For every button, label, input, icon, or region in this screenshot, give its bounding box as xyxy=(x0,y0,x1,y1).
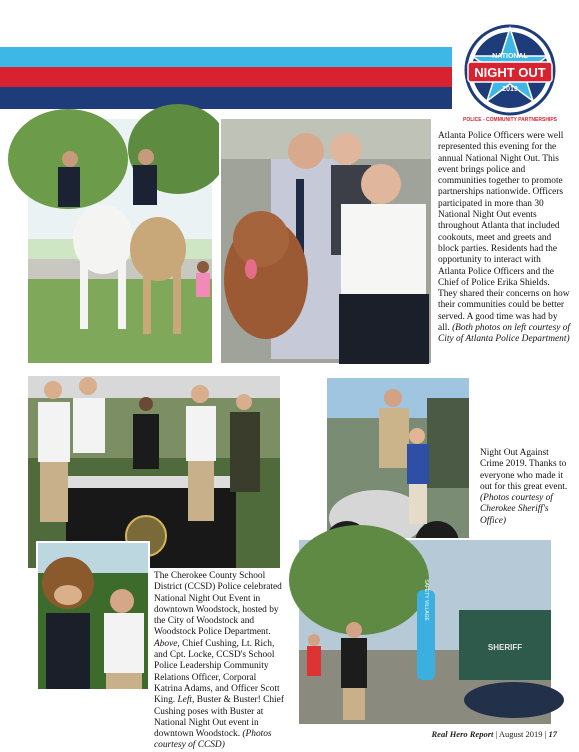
photo-chief-with-dog xyxy=(219,117,433,365)
logo-tagline: POLICE - COMMUNITY PARTNERSHIPS xyxy=(463,117,557,123)
footer-separator-2: | xyxy=(544,729,547,739)
caption-cherokee xyxy=(480,448,570,527)
caption-ccsd-credit: (Photos courtesy of CCSD) xyxy=(154,729,272,751)
truck-sheriff-text: SHERIFF xyxy=(487,643,523,652)
caption-ccsd-body-2: Chief Cushing, Lt. Rich, and Cpt. Locke, CCSD's School Police Leadership Community Relations Officer, Corporal Katrina Adams, and Officer Scott King. xyxy=(154,638,280,706)
caption-cherokee-body: Night Out Against Crime 2019. Thanks to everyone who made it out for this great event. xyxy=(480,448,568,492)
caption-cherokee-credit: (Photos courtesy of Cherokee Sheriff's Office) xyxy=(480,493,553,526)
header-stripe-blue xyxy=(0,47,452,67)
photo-mounted-officers xyxy=(26,117,214,365)
caption-ccsd-left: Left, xyxy=(177,695,195,706)
photo-sheriff-truck-scene xyxy=(297,538,553,726)
caption-atlanta xyxy=(438,131,570,346)
caption-ccsd-body-3: Buster & Buster! Chief Cushing poses with Buster at National Night Out event in downtown Woodstock. xyxy=(154,695,284,740)
footer-publication: Real Hero Report xyxy=(431,729,494,739)
footer-separator: | xyxy=(495,729,498,739)
photo-buster-mascot xyxy=(36,541,150,691)
caption-ccsd-body-1: The Cherokee County School District (CCSD) Police celebrated National Night Out Event in downtown Woodstock, hosted by the City of Woodstock and Woodstock Police Department. xyxy=(154,571,282,638)
page-footer xyxy=(432,729,557,739)
caption-atlanta-body: Atlanta Police Officers were well represented this evening for the annual National Night Out. This event brings police and communities together to promote partnerships nationwide. Officers participated in more than 30 National Night Out events throughout Atlanta that included cookouts, meet and greets and block parties. Residents had the opportunity to interact with Atlanta Police Officers and the Chief of Police Erika Shields. They shared their concerns on how their communities could be better served. A good time was had by all. xyxy=(438,131,570,334)
header-stripe-red xyxy=(0,67,452,87)
footer-date: August 2019 xyxy=(498,729,543,739)
logo-year: 2019 xyxy=(502,86,518,93)
caption-ccsd xyxy=(154,571,284,752)
logo-main-text: NIGHT OUT xyxy=(474,65,546,80)
caption-ccsd-above: Above, xyxy=(154,638,180,649)
header-stripe-navy xyxy=(0,87,452,109)
banner-text: SAFETY VILLAGE xyxy=(423,579,429,621)
footer-page-number: 17 xyxy=(548,729,557,739)
caption-atlanta-credit: (Both photos on left courtesy of City of Atlanta Police Department) xyxy=(438,323,571,345)
logo-top-text: NATIONAL xyxy=(492,53,528,60)
national-night-out-logo xyxy=(462,22,558,123)
